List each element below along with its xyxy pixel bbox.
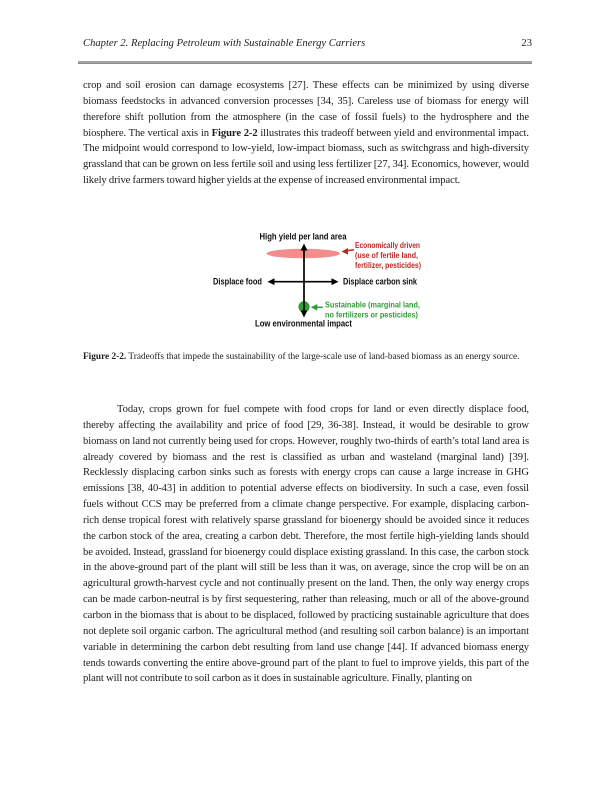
green-annotation-text <box>325 301 420 320</box>
paragraph-1-text-cont: illustrates this tradeoff between yield and environmental impact. The midpoint would correspond to low-yield, low-impact biomass, such as switchgrass and high-diversity grassland that can be grown on less fertile soil and using less fertilizer [27, 34]. Economics, however, would likely drive farmers toward higher yields at the expense of increased environmental impact. <box>83 127 529 187</box>
page-number: 23 <box>521 38 532 49</box>
paragraph-1-text: crop and soil erosion can damage ecosystems [27]. These effects can be minimized by using diverse biomass feedstocks in advanced conversion processes [34, 35]. Careless use of biomass for energy will therefore shift pollution from the atmosphere (in the case of fossil fuels) to the hydrosphere and the biosphere. The vertical axis in <box>83 80 529 139</box>
red-annotation-line2: (use of fertile land, <box>355 251 418 260</box>
green-annotation-arrow <box>311 304 323 311</box>
axis-label-low-impact: Low environmental impact <box>255 318 353 329</box>
red-annotation-arrow <box>342 248 355 255</box>
green-annotation-line2: no fertilizers or pesticides) <box>325 310 419 320</box>
green-annotation-line1: Sustainable (marginal land, <box>325 300 420 310</box>
figure-caption <box>83 349 529 365</box>
paragraph-2: Today, crops grown for fuel compete with food crops for land or even directly displace food, thereby affecting the availability and price of food [29, 36-38]. Instead, it would be desirable to grow biomass on land not currently being used for crops. However, roughly two-thirds of earth’s total land area is already covered by biomass and the rest is classified as urban and wasteland (marginal land) [39]. Recklessly displacing carbon sinks such as forests with energy crops can cause a large increase in GHG emissions [38, 40-43] in addition to potential adverse effects on biodiversity. In such a case, even fossil fuels without CCS may be preferred from a climate change perspective. For example, displacing carbon-rich dense tropical forest with relatively sparse grassland for bioenergy should be avoided since it reduces the carbon stock of the area, creating a carbon debt. Therefore, the most fertile high-yielding lands should be avoided. Instead, grassland for bioenergy could displace existing grassland. In this case, the carbon stock in the above-ground part of the plant will still be less than it was, on average, since the crop will be on an agricultural growth-harvest cycle and not continually present on the land. Then, the only way energy crops can be made carbon-neutral is by first sequestering, rather than releasing, much or all of the above-ground carbon in the biomass that is about to be displaced, followed by practicing sustainable agriculture that does not deplete soil organic carbon. The agricultural method (and resulting soil carbon balance) is an important variable in determining the carbon debt resulting from land use change [44]. If advanced biomass energy tends towards converting the entire above-ground part of the plant to fuel to improve yields, this part of the plant will not contribute to soil carbon as it does in sustainable agriculture. Finally, planting on <box>83 404 529 685</box>
axis-label-high-yield: High yield per land area <box>259 231 347 242</box>
figure-reference: Figure 2-2 <box>211 127 258 139</box>
paragraph-1 <box>83 78 529 189</box>
red-annotation-line3: fertilizer, pesticides) <box>355 261 422 270</box>
figure-caption-number: Figure 2-2. <box>83 352 127 362</box>
axis-label-displace-carbon-sink: Displace carbon sink <box>343 276 418 287</box>
axis-label-displace-food: Displace food <box>213 276 262 287</box>
red-annotation-text <box>355 241 421 270</box>
tradeoff-diagram <box>200 226 470 338</box>
red-annotation-line1: Economically driven <box>355 241 420 250</box>
header-rule <box>78 61 532 64</box>
figure-caption-text: Tradeoffs that impede the sustainability of the large-scale use of land-based biomass as an energy source. <box>126 352 520 362</box>
horizontal-axis-arrow <box>268 278 339 285</box>
running-header-title: Chapter 2. Replacing Petroleum with Sustainable Energy Carriers <box>83 38 366 49</box>
